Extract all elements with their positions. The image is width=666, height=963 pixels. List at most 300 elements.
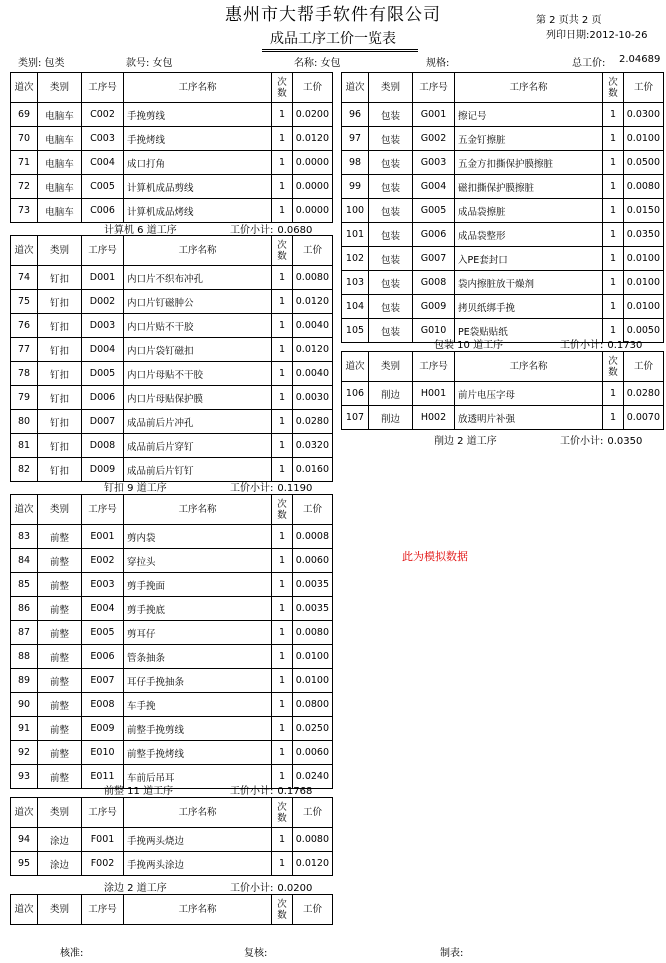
times-cell: 1 (272, 434, 293, 458)
seq-cell: 100 (342, 199, 369, 223)
footer-check: 核准: (60, 948, 84, 959)
table-row (11, 458, 333, 482)
proc-no-cell: D007 (82, 410, 124, 434)
name-label: 名称: 女包 (294, 58, 341, 69)
seq-cell: 89 (11, 669, 38, 693)
proc-name-cell: 耳仔手挽抽条 (124, 669, 272, 693)
column-header-category: 类别 (38, 895, 82, 925)
proc-no-cell: G009 (413, 295, 455, 319)
table-row (342, 199, 664, 223)
table-row (342, 151, 664, 175)
times-cell: 1 (272, 314, 293, 338)
proc-name-cell: 计算机成品烤线 (124, 199, 272, 223)
group-process-count: 计算机 6 道工序 (104, 225, 177, 236)
seq-cell: 105 (342, 319, 369, 343)
column-header-price: 工价 (624, 352, 664, 382)
column-header-seq: 道次 (11, 895, 38, 925)
price-cell: 0.0280 (293, 410, 333, 434)
total-price-label: 总工价: (572, 58, 606, 69)
proc-name-cell: 剪内袋 (124, 525, 272, 549)
times-cell: 1 (272, 669, 293, 693)
price-cell: 0.0280 (624, 382, 664, 406)
proc-no-cell: E009 (82, 717, 124, 741)
proc-name-cell: 剪手挽面 (124, 573, 272, 597)
times-cell: 1 (603, 271, 624, 295)
table-row (11, 597, 333, 621)
category-cell: 前整 (38, 669, 82, 693)
spec-label: 规格: (426, 58, 450, 69)
times-cell: 1 (603, 382, 624, 406)
table-row (342, 103, 664, 127)
price-cell: 0.0060 (293, 741, 333, 765)
table-row (342, 175, 664, 199)
column-header-seq: 道次 (342, 352, 369, 382)
times-cell: 1 (272, 765, 293, 789)
table-row (11, 362, 333, 386)
proc-no-cell: E007 (82, 669, 124, 693)
seq-cell: 84 (11, 549, 38, 573)
table-header-row (342, 352, 664, 382)
column-header-price: 工价 (293, 73, 333, 103)
table-row (11, 621, 333, 645)
proc-name-cell: 前整手挽剪线 (124, 717, 272, 741)
subtotal-label: 工价小计: (230, 483, 274, 494)
subtotal-label: 工价小计: (230, 883, 274, 894)
category-cell: 涂边 (38, 828, 82, 852)
column-header-proc-name: 工序名称 (124, 495, 272, 525)
print-date: 列印日期:2012-10-26 (546, 30, 648, 41)
table-row (11, 338, 333, 362)
proc-name-cell: 手挽两头涂边 (124, 852, 272, 876)
category-cell: 前整 (38, 573, 82, 597)
seq-cell: 90 (11, 693, 38, 717)
subtotal-value: 0.1190 (277, 483, 313, 494)
category-cell: 前整 (38, 693, 82, 717)
times-cell: 1 (272, 266, 293, 290)
table-row (11, 741, 333, 765)
times-cell: 1 (272, 621, 293, 645)
seq-cell: 87 (11, 621, 38, 645)
proc-no-cell: C002 (82, 103, 124, 127)
table-row (342, 247, 664, 271)
table-row (11, 151, 333, 175)
times-cell: 1 (272, 199, 293, 223)
seq-cell: 96 (342, 103, 369, 127)
price-cell: 0.0000 (293, 151, 333, 175)
seq-cell: 91 (11, 717, 38, 741)
proc-name-cell: PE袋贴贴纸 (455, 319, 603, 343)
proc-name-cell: 五金方扣撕保护膜擦脏 (455, 151, 603, 175)
category-cell: 包装 (369, 175, 413, 199)
table-row (11, 645, 333, 669)
column-header-category: 类别 (369, 352, 413, 382)
category-cell: 包装 (369, 271, 413, 295)
price-cell: 0.0050 (624, 319, 664, 343)
group-summary (104, 879, 312, 894)
table-row (11, 549, 333, 573)
subtotal-value: 0.0200 (277, 883, 313, 894)
table-row (11, 266, 333, 290)
table-header-row (11, 895, 333, 925)
category-cell: 电脑车 (38, 103, 82, 127)
subtotal-label: 工价小计: (560, 340, 604, 351)
proc-no-cell: G006 (413, 223, 455, 247)
seq-cell: 95 (11, 852, 38, 876)
category-cell: 钉扣 (38, 290, 82, 314)
times-cell: 1 (603, 319, 624, 343)
category-cell: 包装 (369, 247, 413, 271)
proc-name-cell: 五金钉擦脏 (455, 127, 603, 151)
proc-no-cell: C006 (82, 199, 124, 223)
subtotal-value: 0.1768 (277, 786, 313, 797)
table-header-row (11, 798, 333, 828)
proc-name-cell: 成品袋整形 (455, 223, 603, 247)
price-cell: 0.0030 (293, 386, 333, 410)
process-table (341, 351, 664, 430)
column-header-seq: 道次 (11, 236, 38, 266)
column-header-proc-no: 工序号 (413, 352, 455, 382)
proc-name-cell: 袋内擦脏放干燥剂 (455, 271, 603, 295)
proc-name-cell: 前片电压字母 (455, 382, 603, 406)
category-cell: 包装 (369, 319, 413, 343)
proc-no-cell: G001 (413, 103, 455, 127)
column-header-proc-no: 工序号 (82, 73, 124, 103)
column-header-times: 次数 (272, 73, 293, 103)
category-cell: 电脑车 (38, 175, 82, 199)
category-cell: 钉扣 (38, 362, 82, 386)
page-info: 第 2 页共 2 页 (536, 15, 602, 26)
price-cell: 0.0320 (293, 434, 333, 458)
proc-name-cell: 内口片贴不干胶 (124, 314, 272, 338)
proc-no-cell: G003 (413, 151, 455, 175)
group-process-count: 涂边 2 道工序 (104, 883, 167, 894)
proc-name-cell: 内口片袋钉磁扣 (124, 338, 272, 362)
category-cell: 削边 (369, 406, 413, 430)
column-header-category: 类别 (38, 798, 82, 828)
price-cell: 0.0035 (293, 597, 333, 621)
seq-cell: 73 (11, 199, 38, 223)
column-header-category: 类别 (38, 236, 82, 266)
column-header-proc-no: 工序号 (82, 236, 124, 266)
report-title: 成品工序工价一览表 (270, 31, 396, 47)
table-row (11, 199, 333, 223)
times-cell: 1 (272, 573, 293, 597)
price-cell: 0.0800 (293, 693, 333, 717)
proc-name-cell: 拷贝纸绑手挽 (455, 295, 603, 319)
proc-no-cell: D009 (82, 458, 124, 482)
times-cell: 1 (272, 852, 293, 876)
seq-cell: 99 (342, 175, 369, 199)
category-cell: 钉扣 (38, 410, 82, 434)
proc-name-cell: 车前后吊耳 (124, 765, 272, 789)
column-header-category: 类别 (369, 73, 413, 103)
times-cell: 1 (603, 223, 624, 247)
times-cell: 1 (603, 247, 624, 271)
proc-no-cell: D008 (82, 434, 124, 458)
proc-name-cell: 剪耳仔 (124, 621, 272, 645)
column-header-category: 类别 (38, 73, 82, 103)
category-cell: 包装 (369, 151, 413, 175)
proc-no-cell: G002 (413, 127, 455, 151)
column-header-proc-no: 工序号 (82, 798, 124, 828)
company-name: 惠州市大帮手软件有限公司 (225, 5, 441, 25)
price-cell: 0.0120 (293, 290, 333, 314)
group-summary (104, 782, 312, 797)
process-table (341, 72, 664, 343)
table-row (11, 828, 333, 852)
column-header-category: 类别 (38, 495, 82, 525)
category-cell: 包装 (369, 199, 413, 223)
table-row (11, 852, 333, 876)
times-cell: 1 (272, 828, 293, 852)
proc-name-cell: 成品前后片冲孔 (124, 410, 272, 434)
price-cell: 0.0120 (293, 127, 333, 151)
price-cell: 0.0040 (293, 314, 333, 338)
proc-name-cell: 计算机成品剪线 (124, 175, 272, 199)
column-header-proc-name: 工序名称 (455, 73, 603, 103)
column-header-price: 工价 (293, 236, 333, 266)
proc-no-cell: D002 (82, 290, 124, 314)
seq-cell: 69 (11, 103, 38, 127)
proc-name-cell: 内口片母贴不干胶 (124, 362, 272, 386)
column-header-times: 次数 (272, 236, 293, 266)
column-header-proc-no: 工序号 (82, 495, 124, 525)
proc-no-cell: E002 (82, 549, 124, 573)
seq-cell: 82 (11, 458, 38, 482)
category-cell: 前整 (38, 549, 82, 573)
proc-name-cell: 成口打角 (124, 151, 272, 175)
group-process-count: 前整 11 道工序 (104, 786, 174, 797)
proc-no-cell: E005 (82, 621, 124, 645)
price-cell: 0.0060 (293, 549, 333, 573)
times-cell: 1 (272, 549, 293, 573)
table-row (342, 382, 664, 406)
proc-no-cell: D005 (82, 362, 124, 386)
times-cell: 1 (603, 103, 624, 127)
proc-no-cell: G008 (413, 271, 455, 295)
price-cell: 0.0100 (624, 271, 664, 295)
process-table (10, 494, 333, 789)
column-header-price: 工价 (293, 798, 333, 828)
subtotal-label: 工价小计: (560, 436, 604, 447)
column-header-proc-name: 工序名称 (124, 895, 272, 925)
seq-cell: 79 (11, 386, 38, 410)
times-cell: 1 (603, 406, 624, 430)
proc-no-cell: G010 (413, 319, 455, 343)
seq-cell: 80 (11, 410, 38, 434)
table-row (11, 103, 333, 127)
seq-cell: 93 (11, 765, 38, 789)
title-underline (262, 49, 418, 50)
times-cell: 1 (272, 410, 293, 434)
column-header-times: 次数 (603, 352, 624, 382)
table-row (342, 271, 664, 295)
proc-name-cell: 剪手挽底 (124, 597, 272, 621)
column-header-times: 次数 (272, 495, 293, 525)
times-cell: 1 (272, 741, 293, 765)
proc-name-cell: 前整手挽烤线 (124, 741, 272, 765)
category-cell: 前整 (38, 765, 82, 789)
category-cell: 钉扣 (38, 386, 82, 410)
process-table (10, 72, 333, 223)
price-cell: 0.0035 (293, 573, 333, 597)
price-cell: 0.0160 (293, 458, 333, 482)
subtotal-value: 0.1730 (607, 340, 643, 351)
price-cell: 0.0300 (624, 103, 664, 127)
seq-cell: 101 (342, 223, 369, 247)
seq-cell: 86 (11, 597, 38, 621)
table-row (342, 127, 664, 151)
price-cell: 0.0100 (624, 127, 664, 151)
process-table (10, 894, 333, 925)
group-summary (104, 479, 312, 494)
times-cell: 1 (272, 645, 293, 669)
table-row (342, 295, 664, 319)
column-header-proc-no: 工序号 (413, 73, 455, 103)
table-header-row (342, 73, 664, 103)
category-cell: 涂边 (38, 852, 82, 876)
proc-name-cell: 管条抽条 (124, 645, 272, 669)
price-cell: 0.0250 (293, 717, 333, 741)
seq-cell: 85 (11, 573, 38, 597)
seq-cell: 94 (11, 828, 38, 852)
proc-no-cell: E003 (82, 573, 124, 597)
proc-no-cell: G007 (413, 247, 455, 271)
proc-name-cell: 成品前后片钉钉 (124, 458, 272, 482)
group-summary (104, 221, 312, 236)
proc-no-cell: D006 (82, 386, 124, 410)
proc-name-cell: 手挽剪线 (124, 103, 272, 127)
table-row (11, 127, 333, 151)
seq-cell: 78 (11, 362, 38, 386)
times-cell: 1 (272, 693, 293, 717)
seq-cell: 104 (342, 295, 369, 319)
times-cell: 1 (272, 362, 293, 386)
proc-no-cell: E001 (82, 525, 124, 549)
table-row (11, 290, 333, 314)
times-cell: 1 (272, 338, 293, 362)
price-cell: 0.0240 (293, 765, 333, 789)
times-cell: 1 (272, 103, 293, 127)
proc-no-cell: D001 (82, 266, 124, 290)
process-table (10, 797, 333, 876)
times-cell: 1 (272, 151, 293, 175)
column-header-proc-name: 工序名称 (455, 352, 603, 382)
price-cell: 0.0150 (624, 199, 664, 223)
proc-name-cell: 磁扣撕保护膜擦脏 (455, 175, 603, 199)
seq-cell: 88 (11, 645, 38, 669)
proc-no-cell: G005 (413, 199, 455, 223)
table-row (11, 669, 333, 693)
style-no-label: 款号: 女包 (126, 58, 173, 69)
subtotal-value: 0.0680 (277, 225, 313, 236)
price-cell: 0.0120 (293, 338, 333, 362)
price-cell: 0.0100 (624, 247, 664, 271)
times-cell: 1 (272, 127, 293, 151)
table-row (11, 525, 333, 549)
seq-cell: 98 (342, 151, 369, 175)
proc-name-cell: 成品前后片穿钉 (124, 434, 272, 458)
column-header-price: 工价 (624, 73, 664, 103)
category-cell: 钉扣 (38, 338, 82, 362)
proc-name-cell: 成品袋擦脏 (455, 199, 603, 223)
column-header-price: 工价 (293, 895, 333, 925)
proc-no-cell: E011 (82, 765, 124, 789)
seq-cell: 102 (342, 247, 369, 271)
proc-no-cell: C005 (82, 175, 124, 199)
proc-name-cell: 穿拉头 (124, 549, 272, 573)
category-cell: 前整 (38, 525, 82, 549)
category-cell: 前整 (38, 717, 82, 741)
table-row (11, 386, 333, 410)
proc-name-cell: 入PE套封口 (455, 247, 603, 271)
process-table (10, 235, 333, 482)
seq-cell: 106 (342, 382, 369, 406)
table-row (11, 410, 333, 434)
footer-maker: 制表: (440, 948, 464, 959)
price-cell: 0.0120 (293, 852, 333, 876)
table-header-row (11, 73, 333, 103)
proc-name-cell: 手挽两头烧边 (124, 828, 272, 852)
subtotal-label: 工价小计: (230, 786, 274, 797)
times-cell: 1 (272, 290, 293, 314)
group-process-count: 削边 2 道工序 (434, 436, 497, 447)
mock-data-note: 此为模拟数据 (402, 550, 468, 563)
price-cell: 0.0080 (293, 828, 333, 852)
total-price-value: 2.04689 (619, 54, 661, 65)
proc-no-cell: E006 (82, 645, 124, 669)
price-cell: 0.0040 (293, 362, 333, 386)
proc-name-cell: 内口片不织布冲孔 (124, 266, 272, 290)
table-row (342, 223, 664, 247)
seq-cell: 76 (11, 314, 38, 338)
table-header-row (11, 495, 333, 525)
table-row (11, 314, 333, 338)
column-header-seq: 道次 (11, 798, 38, 828)
seq-cell: 74 (11, 266, 38, 290)
category-cell: 电脑车 (38, 151, 82, 175)
seq-cell: 75 (11, 290, 38, 314)
category-cell: 钉扣 (38, 458, 82, 482)
price-cell: 0.0100 (293, 645, 333, 669)
price-cell: 0.0000 (293, 199, 333, 223)
title-underline-2 (262, 51, 418, 52)
category-label: 类别: 包类 (18, 58, 65, 69)
price-cell: 0.0350 (624, 223, 664, 247)
seq-cell: 81 (11, 434, 38, 458)
category-cell: 前整 (38, 597, 82, 621)
times-cell: 1 (272, 458, 293, 482)
category-cell: 钉扣 (38, 434, 82, 458)
category-cell: 包装 (369, 103, 413, 127)
times-cell: 1 (603, 151, 624, 175)
proc-no-cell: E010 (82, 741, 124, 765)
price-cell: 0.0100 (624, 295, 664, 319)
category-cell: 电脑车 (38, 199, 82, 223)
subtotal-label: 工价小计: (230, 225, 274, 236)
price-cell: 0.0070 (624, 406, 664, 430)
price-cell: 0.0080 (624, 175, 664, 199)
group-process-count: 包装 10 道工序 (434, 340, 504, 351)
times-cell: 1 (603, 175, 624, 199)
times-cell: 1 (603, 295, 624, 319)
group-process-count: 钉扣 9 道工序 (104, 483, 167, 494)
column-header-seq: 道次 (11, 495, 38, 525)
times-cell: 1 (272, 175, 293, 199)
proc-no-cell: H001 (413, 382, 455, 406)
category-cell: 电脑车 (38, 127, 82, 151)
column-header-times: 次数 (272, 798, 293, 828)
